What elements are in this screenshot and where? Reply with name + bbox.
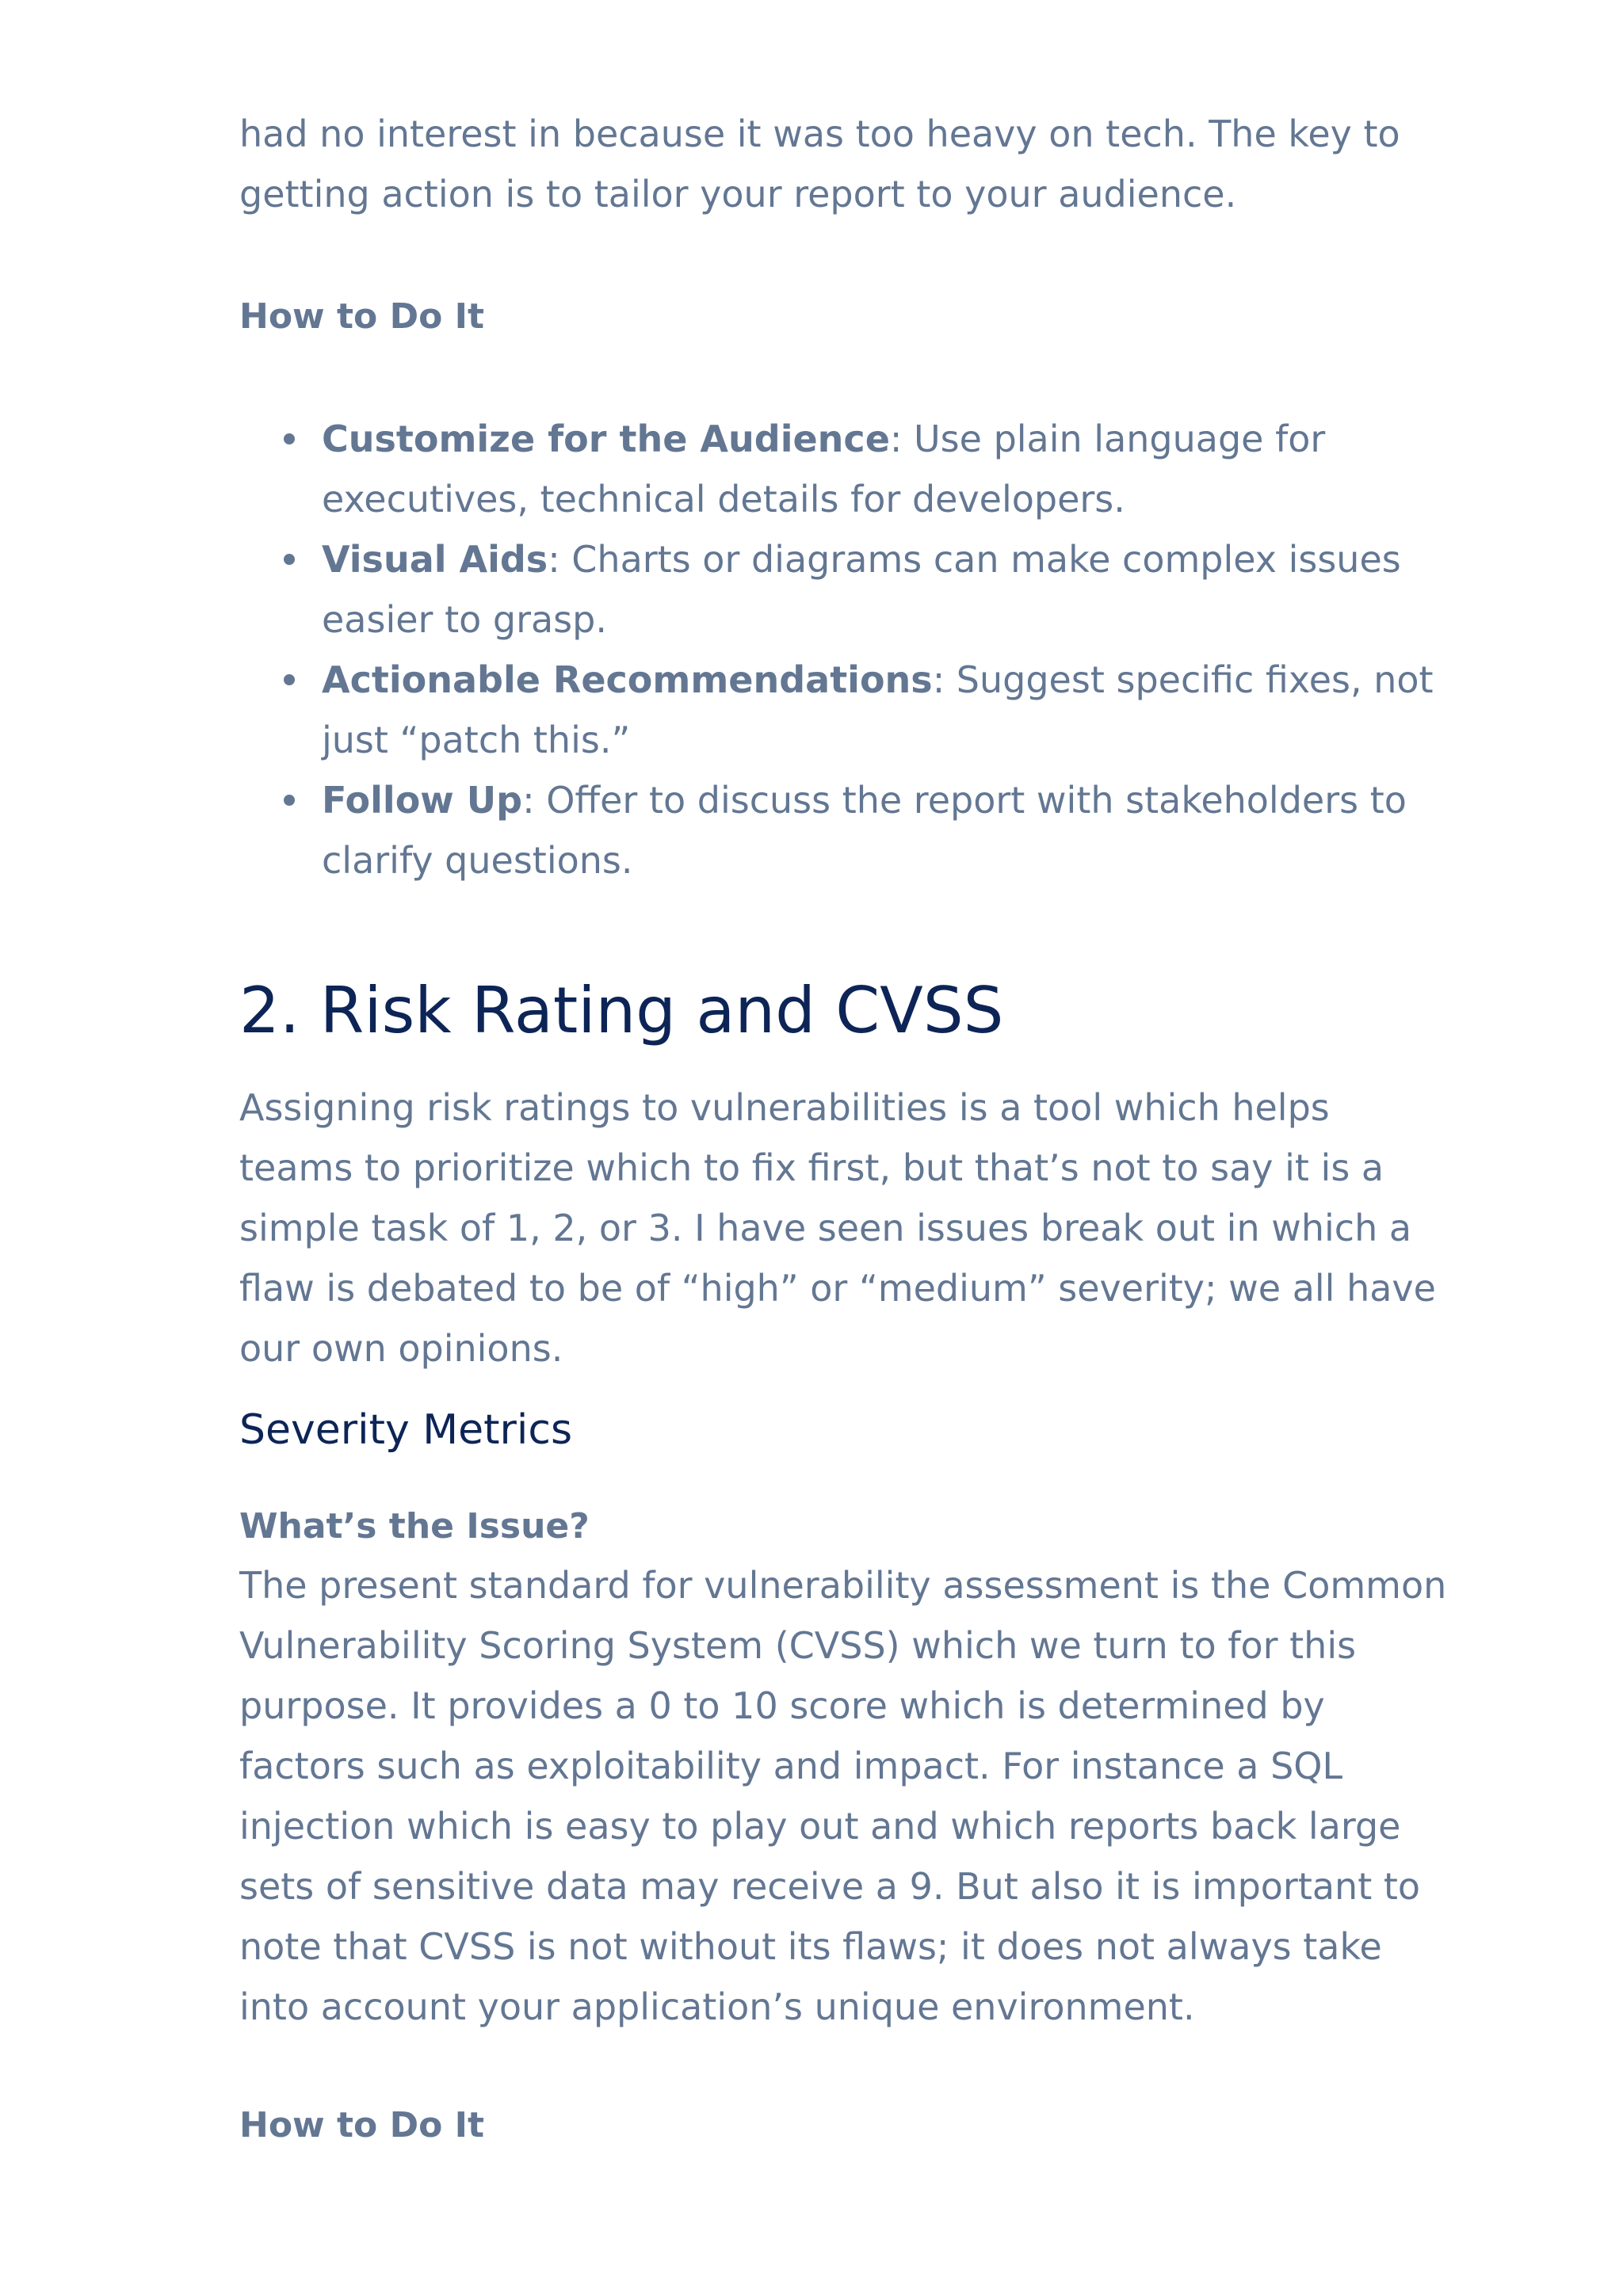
list-item-term: Actionable Recommendations [322, 658, 933, 701]
list-item [322, 770, 1452, 891]
list-item [322, 529, 1452, 650]
section-paragraph: Assigning risk ratings to vulnerabilities is a tool which helps teams to prioritize which to fix first, but that’s not to say it is a simple task of 1, 2, or 3. I have seen issues break out in which a flaw is debated to be of “high” or “medium” severity; we all have our own opinions. [239, 1086, 1436, 1370]
subsection-heading: Severity Metrics [239, 1406, 573, 1454]
list-item [322, 409, 1452, 529]
list-item-desc: : Use plain language for executives, technical details for developers. [322, 418, 1326, 521]
bullet-icon [284, 674, 295, 685]
bullet-icon [284, 795, 295, 806]
section-heading: 2. Risk Rating and CVSS [239, 974, 1004, 1047]
how-to-label: How to Do It [239, 2105, 485, 2145]
how-to-label: How to Do It [239, 296, 485, 337]
list-item-desc: : Suggest specific fixes, not just “patch this.” [322, 658, 1434, 761]
bullet-icon [284, 554, 295, 565]
list-item-term: Customize for the Audience [322, 418, 890, 460]
issue-label: What’s the Issue? [239, 1506, 590, 1547]
list-item-term: Visual Aids [322, 538, 548, 581]
list-item-desc: : Offer to discuss the report with stakeholders to clarify questions. [322, 779, 1407, 882]
issue-paragraph: The present standard for vulnerability assessment is the Common Vulnerability Scoring System (CVSS) which we turn to for this purpose. It provides a 0 to 10 score which is determined by factors such as exploitability and impact. For instance a SQL injection which is easy to play out and which reports back large sets of sensitive data may receive a 9. But also it is important to note that CVSS is not without its flaws; it does not always take into account your application’s unique environment. [239, 1564, 1447, 2028]
list-item-desc: : Charts or diagrams can make complex issues easier to grasp. [322, 538, 1401, 641]
intro-paragraph: had no interest in because it was too heavy on tech. The key to getting action is to tailor your report to your audience. [239, 113, 1400, 215]
list-item-term: Follow Up [322, 779, 523, 822]
bullet-icon [284, 433, 295, 444]
list-item [322, 650, 1452, 770]
tips-list [239, 409, 1452, 891]
